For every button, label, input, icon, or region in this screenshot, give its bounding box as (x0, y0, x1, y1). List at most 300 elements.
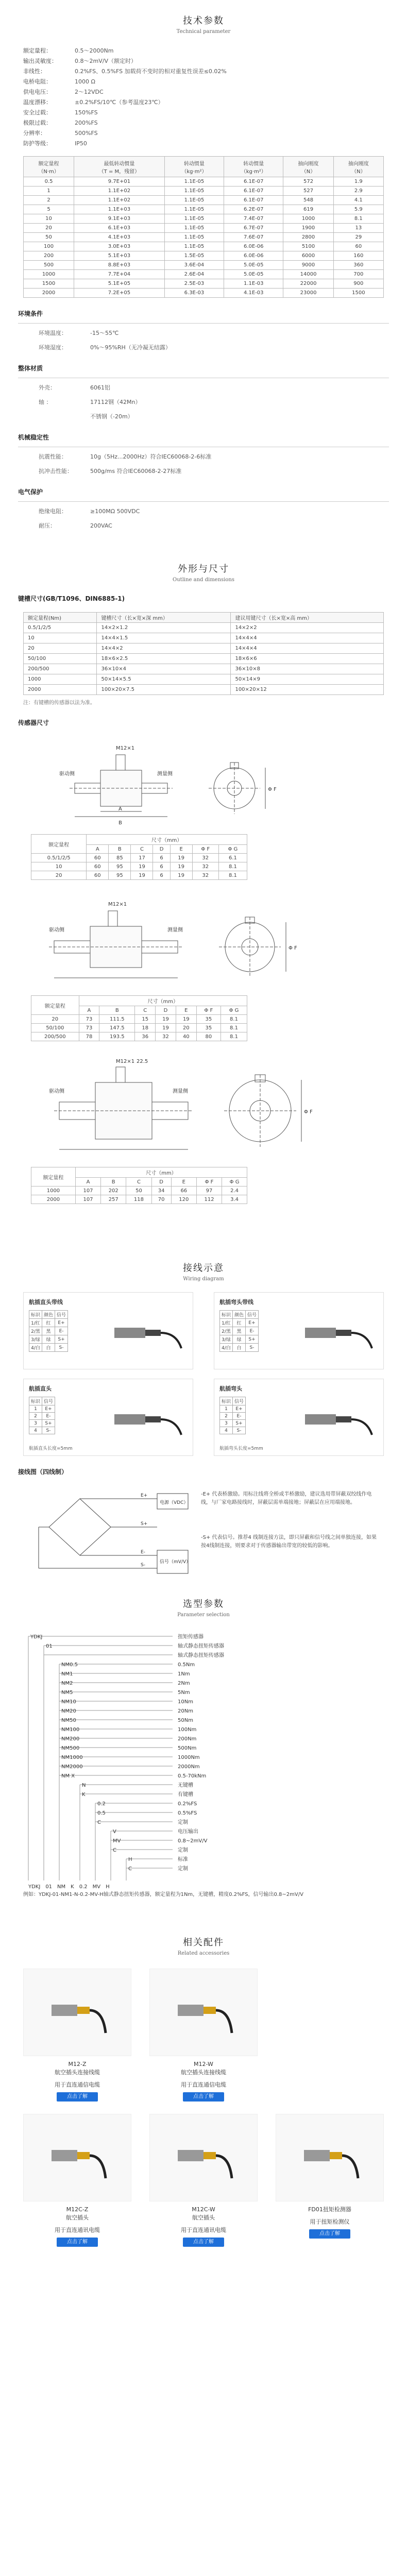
wiring-box-title: 航插直头带线 (29, 1299, 63, 1306)
tech-param-value: 1000 Ω (75, 78, 95, 85)
table-cell: 40 (176, 1032, 196, 1041)
tech-table (23, 156, 384, 298)
table-cell: 0.5/1/2/5 (24, 623, 97, 633)
tech-param-row (23, 87, 384, 97)
table-cell: 1000 (24, 674, 97, 685)
dim-col-header: D (151, 1178, 171, 1187)
table-cell: 14×4×4 (231, 643, 384, 654)
table-row (24, 242, 384, 251)
table-cell: 红 (42, 1319, 55, 1327)
sensor-drawing-2-svg (18, 890, 389, 993)
table-cell: 118 (126, 1195, 151, 1204)
table-cell: 6.1 (218, 854, 247, 862)
spec-value: 17112钢（42Mn） (90, 399, 141, 405)
tech-param-key: 额定量程： (23, 47, 52, 54)
table-cell: 572 (283, 177, 333, 187)
table-cell: 107 (75, 1187, 100, 1195)
table-cell: 1000 (283, 214, 333, 224)
select-code: NM2 (61, 1681, 73, 1686)
table-cell: 19 (156, 1015, 176, 1024)
table-cell: 95 (109, 871, 131, 880)
table-cell: E- (55, 1327, 68, 1335)
dim-col-header: D (156, 1006, 176, 1015)
table-cell: 1 (29, 1405, 42, 1413)
table-row (31, 854, 247, 862)
table-cell: 2 (24, 196, 74, 205)
dim-col-header: A (87, 845, 109, 854)
spec-line (39, 412, 368, 421)
spec-line (39, 398, 368, 407)
keyway-header: 建议用键尺寸（长×宽×高 mm） (231, 613, 384, 623)
table-cell: 5100 (283, 242, 333, 251)
table-cell: 19 (131, 871, 153, 880)
table-cell: 60 (87, 871, 109, 880)
table-cell: 2000 (24, 289, 74, 298)
table-row (24, 674, 384, 685)
tech-param-key: 供电电压： (23, 89, 52, 95)
phi-f-label: Φ F (268, 787, 277, 792)
table-cell: E+ (246, 1319, 259, 1327)
table-cell: 3 (29, 1420, 42, 1427)
measure-side-label: 测量侧 (157, 771, 173, 777)
spec-line (39, 383, 368, 393)
table-cell: 35 (196, 1015, 221, 1024)
accessory-item (276, 2114, 384, 2247)
table-row (24, 205, 384, 214)
learn-more-button[interactable]: 点击了解 (57, 2238, 98, 2247)
dim-col-header: Φ G (218, 845, 247, 854)
tech-table-header: 转动惯量 （kg·m²） (164, 157, 224, 177)
table-cell: 绿 (42, 1335, 55, 1344)
tech-param-value: IP50 (75, 140, 87, 147)
table-cell: S- (246, 1344, 259, 1352)
select-code: NM2000 (61, 1764, 83, 1770)
table-cell: 1.9 (333, 177, 383, 187)
table-cell: 颜色 (42, 1311, 55, 1319)
table-cell: 548 (283, 196, 333, 205)
table-cell: 2800 (283, 233, 333, 242)
bridge-diagram (23, 1478, 384, 1576)
table-cell: 9.1E+03 (74, 214, 165, 224)
table-cell: E- (233, 1413, 246, 1420)
tech-param-key: 极限过载： (23, 120, 52, 126)
table-cell: 19 (170, 871, 192, 880)
tech-param-row (23, 139, 384, 149)
spec-key: 轴 ： (39, 399, 52, 405)
spec-line (39, 343, 368, 352)
table-cell: 35 (196, 1024, 221, 1032)
table-cell: 73 (79, 1024, 99, 1032)
select-desc: 0.2%FS (178, 1801, 197, 1807)
table-row (220, 1335, 259, 1344)
table-cell: 160 (333, 251, 383, 261)
table-cell: 70 (151, 1195, 171, 1204)
table-cell: 32 (192, 854, 218, 862)
tech-param-key: 温度漂移： (23, 99, 52, 106)
divider (18, 501, 389, 502)
wiring-subtitle: Wiring diagram (183, 1276, 224, 1282)
select-code: K (82, 1792, 86, 1798)
table-cell: 85 (109, 854, 131, 862)
table-cell: 100 (24, 242, 74, 251)
table-row (29, 1335, 68, 1344)
tech-param-value: 0.5～2000Nm (75, 47, 114, 54)
table-cell: 36 (135, 1032, 156, 1041)
keyway-header: 额定量程(Nm) (24, 613, 97, 623)
table-cell: 13 (333, 224, 383, 233)
tech-title: 技术参数 (183, 15, 224, 26)
table-cell: 3.4 (222, 1195, 247, 1204)
select-desc: 电压输出 (178, 1829, 198, 1835)
tech-table-header: 抽向刚度 （N） (333, 157, 383, 177)
wiring-note: 航插弯头长度=5mm (219, 1446, 263, 1451)
keyway-table (23, 612, 384, 695)
spec-key (39, 412, 90, 421)
table-cell: 红 (233, 1319, 246, 1327)
table-row (24, 261, 384, 270)
table-row (220, 1427, 246, 1434)
wiring-box (214, 1379, 384, 1456)
table-row (31, 1015, 247, 1024)
table-cell: 1.1E-05 (164, 196, 224, 205)
accessory-name: M12C-W 航空插头 (192, 2206, 215, 2221)
table-cell: 73 (79, 1015, 99, 1024)
selection-tree (18, 1628, 389, 1896)
select-desc: 定制 (178, 1820, 188, 1825)
spec-value: -15～55℃ (90, 330, 119, 336)
keyway-title: 键槽尺寸(GB/T1096、DIN6885-1) (18, 595, 125, 602)
keyway-note: 注：有键槽的传感器以法为准。 (23, 700, 95, 706)
table-row (31, 871, 247, 880)
table-cell: 标识 (220, 1397, 233, 1405)
svg-text:测量侧: 测量侧 (167, 927, 183, 933)
tech-param-list (23, 46, 384, 149)
bridge-pin-label: E+ (141, 1493, 148, 1498)
table-cell: 1 (220, 1405, 233, 1413)
select-code: MV (113, 1838, 121, 1844)
svg-text:Φ F: Φ F (304, 1109, 313, 1115)
table-row (29, 1311, 68, 1319)
dim-col-header: Φ F (196, 1006, 221, 1015)
table-cell: 2 (29, 1413, 42, 1420)
table-cell: 信号 (246, 1311, 259, 1319)
table-cell: 1.1E+03 (74, 205, 165, 214)
spec-key: 绝缘电阻： (39, 508, 67, 515)
table-cell: 标识 (29, 1397, 42, 1405)
accessory-name: M12-Z 航空插头连接线缆 (55, 2061, 100, 2076)
table-cell: 20 (24, 643, 97, 654)
dims-title: 外形与尺寸 (178, 564, 229, 574)
table-cell: 202 (101, 1187, 126, 1195)
learn-more-button[interactable]: 点击了解 (183, 2092, 224, 2102)
table-cell: 14×2×1.2 (97, 623, 231, 633)
table-row (29, 1420, 55, 1427)
table-cell: 18 (135, 1024, 156, 1032)
table-row (24, 623, 384, 633)
selection-tree-svg (18, 1628, 389, 1896)
select-desc: 200Nm (178, 1736, 197, 1742)
table-cell: 78 (79, 1032, 99, 1041)
dims-section-header (0, 531, 407, 583)
table-cell: 1.1E-03 (224, 279, 283, 289)
spec-line (39, 507, 368, 516)
table-cell: 6 (153, 854, 170, 862)
accessory-name: M12-W 航空插头连接线缆 (181, 2061, 226, 2076)
table-cell: 4.1E+03 (74, 233, 165, 242)
table-row (29, 1413, 55, 1420)
select-code: C (113, 1848, 116, 1853)
table-cell: 17 (131, 854, 153, 862)
dim-header: 尺寸（mm） (75, 1167, 247, 1178)
svg-text:测量侧: 测量侧 (173, 1089, 188, 1094)
table-cell: 360 (333, 261, 383, 270)
select-desc: 0.5-70kNm (178, 1773, 207, 1779)
select-desc: 无键槽 (178, 1783, 193, 1788)
select-desc: 0.8~2mV/V (178, 1838, 208, 1844)
select-code: V (113, 1829, 116, 1835)
table-row (31, 1032, 247, 1041)
table-row (24, 270, 384, 279)
table-row (220, 1397, 246, 1405)
table-cell: 1.1E-05 (164, 205, 224, 214)
sensor-drawing-1 (18, 734, 389, 832)
table-cell: 527 (283, 187, 333, 196)
acc-subtitle: Related accessories (177, 1951, 230, 1956)
accessory-item (23, 2114, 131, 2247)
wiring-boxes (23, 1292, 384, 1465)
table-row (31, 1187, 247, 1195)
select-code: YDKJ (30, 1634, 43, 1640)
table-cell: 8.1 (333, 214, 383, 224)
table-cell: 34 (151, 1187, 171, 1195)
tech-table-header: 最低转动惯量 （T = M，残留） (74, 157, 165, 177)
table-cell: 8.8E+03 (74, 261, 165, 270)
table-cell: 3/绿 (29, 1335, 42, 1344)
table-row (29, 1397, 55, 1405)
table-cell: 619 (283, 205, 333, 214)
table-cell: 9000 (283, 261, 333, 270)
table-cell: 100×20×7.5 (97, 685, 231, 695)
spec-value: 200VAC (90, 522, 112, 529)
spec-value: ≥100MΩ 500VDC (90, 508, 140, 515)
table-row (24, 633, 384, 643)
dim-col-header: Φ F (192, 845, 218, 854)
mech-title: 机械稳定性 (18, 434, 49, 441)
table-cell: 1.1E+02 (74, 187, 165, 196)
select-code: NM0.5 (61, 1662, 78, 1668)
table-cell: 5.9 (333, 205, 383, 214)
table-cell: S+ (55, 1335, 68, 1344)
table-cell: 2000 (24, 685, 97, 695)
table-cell: 19 (176, 1015, 196, 1024)
table-cell: 1.1E-05 (164, 187, 224, 196)
table-cell: 15 (135, 1015, 156, 1024)
table-cell: 信号 (42, 1397, 55, 1405)
dim-col-header: B (99, 1006, 135, 1015)
accessory-item (149, 2114, 258, 2247)
dim-col-header: E (171, 1178, 196, 1187)
keyway-header: 键槽尺寸（长×宽×深 mm） (97, 613, 231, 623)
structure-title: 整体材质 (18, 365, 43, 372)
connector-label: M12×1 (116, 745, 135, 751)
tech-subtitle: Technical parameter (176, 29, 231, 35)
accessory-desc: 用于直连通讯电缆 (55, 2227, 100, 2233)
table-row (31, 862, 247, 871)
tech-param-key: 非线性： (23, 68, 46, 75)
table-cell: 5.0E-05 (224, 261, 283, 270)
accessory-name: M12C-Z 航空插头 (66, 2206, 89, 2221)
table-cell: S- (233, 1427, 246, 1434)
table-cell: 2000 (31, 1195, 76, 1204)
wiring-title: 接线示意 (183, 1263, 224, 1274)
select-desc: 10Nm (178, 1699, 193, 1705)
dim-col-header: Φ G (221, 1006, 247, 1015)
tech-param-value: ±0.2%FS/10℃（参考温度23℃） (75, 99, 164, 106)
tech-param-value: 0.2%FS、0.5%FS 加载荷不变时的相对重复性误差≤0.02% (75, 68, 227, 75)
sensor-drawing-2 (18, 890, 389, 993)
table-cell: 1000 (31, 1187, 76, 1195)
bridge-supply-label: 电源（VDC） (160, 1500, 189, 1505)
select-desc: 定制 (178, 1866, 188, 1872)
wiring-box-title: 航插弯头 (219, 1385, 242, 1392)
spec-key: 环境温度： (39, 330, 67, 336)
table-cell: 10 (24, 633, 97, 643)
bridge-pin-label: S+ (141, 1521, 148, 1527)
table-row (24, 685, 384, 695)
accessory-item (23, 1969, 131, 2102)
select-example-code: YDKJ 01 NM K 0.2 MV H (28, 1884, 110, 1890)
table-row (24, 214, 384, 224)
table-cell: 黑 (42, 1327, 55, 1335)
table-row (24, 279, 384, 289)
tech-param-key: 安全过载： (23, 109, 52, 116)
table-cell: 200 (24, 251, 74, 261)
table-cell: S+ (42, 1420, 55, 1427)
table-cell: 2/黑 (29, 1327, 42, 1335)
table-row (31, 1195, 247, 1204)
table-cell: 257 (101, 1195, 126, 1204)
table-cell: 19 (131, 862, 153, 871)
cable-icon (41, 2129, 113, 2186)
table-cell: 112 (196, 1195, 222, 1204)
cable-icon (167, 1984, 240, 2041)
table-cell: 1.1E-05 (164, 233, 224, 242)
table-cell: 18×6×2.5 (97, 654, 231, 664)
acc-title: 相关配件 (183, 1937, 224, 1948)
driven-side-label: 驱动侧 (59, 771, 75, 777)
dim-col-header: Φ G (222, 1178, 247, 1187)
table-row (220, 1420, 246, 1427)
accessory-name: FD01扭矩检测器 (308, 2206, 351, 2213)
select-code: 01 (46, 1643, 53, 1649)
table-row (220, 1311, 259, 1319)
dim-col-header: B (109, 845, 131, 854)
table-cell: 6.7E-07 (224, 224, 283, 233)
learn-more-button[interactable]: 点击了解 (309, 2229, 350, 2239)
dim-a-label: A (118, 806, 122, 812)
wiring-box (23, 1292, 193, 1369)
select-code: NM500 (61, 1745, 80, 1751)
table-cell: 标识 (29, 1311, 42, 1319)
table-cell: 6.1E-07 (224, 177, 283, 187)
tech-param-row (23, 97, 384, 108)
select-desc: 1000Nm (178, 1755, 200, 1760)
select-desc: 50Nm (178, 1718, 193, 1723)
spec-key: 环境湿度： (39, 344, 67, 351)
elec-title: 电气保护 (18, 488, 43, 496)
svg-text:驱动侧: 驱动侧 (49, 927, 64, 933)
table-cell: 5.1E+05 (74, 279, 165, 289)
dim-b-label: B (118, 820, 122, 826)
table-cell: 111.5 (99, 1015, 135, 1024)
table-cell: 8.1 (221, 1032, 247, 1041)
table-row (24, 289, 384, 298)
table-cell: S+ (246, 1335, 259, 1344)
connector-icon (300, 1394, 377, 1445)
table-cell: 80 (196, 1032, 221, 1041)
table-cell: 50/100 (31, 1024, 79, 1032)
table-cell: 2 (220, 1413, 233, 1420)
table-cell: 4 (220, 1427, 233, 1434)
learn-more-button[interactable]: 点击了解 (183, 2238, 224, 2247)
select-desc: 5Nm (178, 1690, 190, 1696)
spec-line (39, 467, 368, 476)
table-cell: 1.1E-05 (164, 214, 224, 224)
table-cell: S+ (233, 1420, 246, 1427)
wiring-note: 航插直头长度=5mm (29, 1446, 73, 1451)
spec-value: 6061铝 (90, 384, 110, 391)
table-cell: 6 (153, 862, 170, 871)
select-desc: 2000Nm (178, 1764, 200, 1770)
acc-section-header (0, 1899, 407, 1956)
tech-param-value: 200%FS (75, 120, 98, 126)
table-cell: 2/黑 (220, 1327, 233, 1335)
table-cell: 147.5 (99, 1024, 135, 1032)
table-cell: 信号 (55, 1311, 68, 1319)
table-cell: 20 (24, 224, 74, 233)
cable-icon (294, 2129, 366, 2186)
table-cell: 8.1 (221, 1015, 247, 1024)
select-code: 0.5 (97, 1810, 106, 1816)
table-cell: 颜色 (233, 1311, 246, 1319)
connector-icon (109, 1394, 186, 1445)
wiring-table (29, 1397, 55, 1434)
accessory-desc: 用于直连通信电缆 (55, 2081, 100, 2088)
table-cell: 1.1E-05 (164, 242, 224, 251)
table-cell: 1.1E-05 (164, 177, 224, 187)
table-cell: 1.1E-05 (164, 224, 224, 233)
select-desc: 定制 (178, 1848, 188, 1853)
wiring-section-header (0, 1204, 407, 1282)
select-code: NM1000 (61, 1755, 83, 1760)
table-row (24, 654, 384, 664)
connector-icon (109, 1307, 186, 1359)
table-cell: 50 (126, 1187, 151, 1195)
dim-col-header: Φ F (196, 1178, 222, 1187)
divider (18, 323, 389, 324)
tech-table-header: 抽向刚度 （N） (283, 157, 333, 177)
table-cell: 36×10×8 (231, 664, 384, 674)
spec-line (39, 452, 368, 462)
tech-param-value: 0.8～2mV/V（额定时） (75, 58, 137, 64)
select-subtitle: Parameter selection (177, 1612, 230, 1618)
select-code: 0.2 (97, 1801, 106, 1807)
select-desc: 标准 (178, 1857, 188, 1862)
tech-param-key: 输出灵敏度： (23, 58, 57, 64)
dim-header: 尺寸（mm） (79, 996, 247, 1006)
table-cell: 97 (196, 1187, 222, 1195)
learn-more-button[interactable]: 点击了解 (57, 2092, 98, 2102)
